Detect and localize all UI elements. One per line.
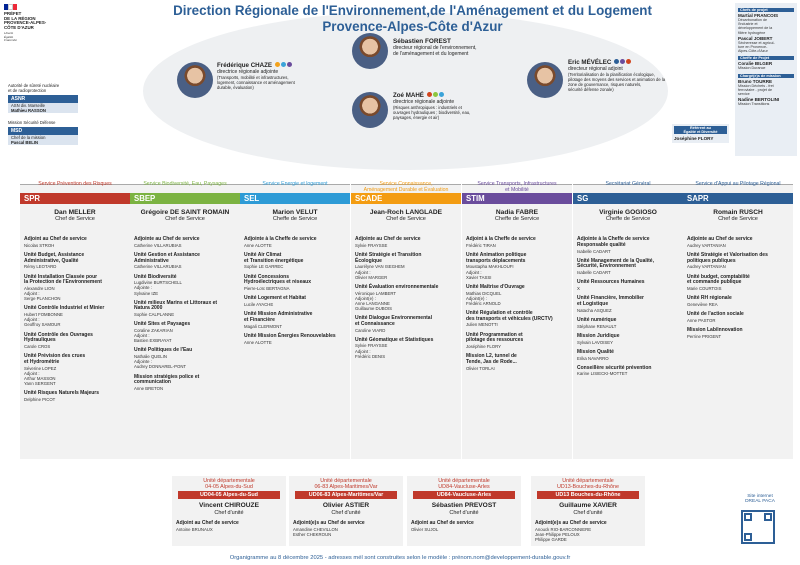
rp-role-3: Mission Déchets - fret ferroviaire - projet de service	[738, 83, 774, 97]
unit-staff: Sophie CALPLANNE	[134, 312, 175, 318]
rp-name-3: Bruno TOURRE	[738, 78, 773, 84]
unit-item	[134, 237, 237, 248]
unit-name: Unité Concessions Hydroélectriques et réseaux	[244, 273, 311, 286]
service-acronym: SCADE	[351, 193, 461, 204]
adj3-card	[568, 59, 696, 92]
adj2-role: directrice régionale adjointe	[393, 99, 455, 105]
service-units	[577, 237, 680, 382]
unit-name: Mission Qualité	[577, 348, 614, 355]
unit-item	[134, 301, 237, 318]
unit-name: Unité Gestion et Assistance Administrative	[134, 251, 200, 264]
adj1-photo	[177, 62, 213, 98]
unit-item	[466, 253, 569, 280]
service-units	[687, 237, 790, 344]
unit-item	[355, 285, 458, 311]
ud-chief-role: Chef d'unité	[331, 509, 361, 516]
unit-item	[577, 334, 680, 345]
unit-name: Unité Maîtrise d'Ouvrage	[466, 283, 525, 290]
service-acronym: SG	[573, 193, 683, 204]
unit-item	[355, 253, 458, 280]
unit-item	[577, 350, 680, 361]
unit-name: Unité Animation politique transports déplacements	[466, 251, 527, 264]
service-column-sapr	[683, 181, 793, 459]
unit-name: Mission stratégies police et communication	[134, 373, 200, 386]
ud-chief-name: Sébastien PREVOST	[431, 502, 497, 510]
unit-name: Unité Mission Administrative et Financière	[244, 311, 313, 323]
unit-item	[355, 338, 458, 359]
asnr-name: Mathieu RASSON	[8, 108, 78, 113]
ud-deputy-names: Amandine CHEVILLON Esther CHEKROUN	[293, 526, 338, 537]
unit-name: Unité RH régionale	[687, 295, 732, 302]
unit-item	[134, 275, 237, 296]
unit-item	[244, 334, 347, 345]
unit-item	[24, 253, 127, 270]
departmental-unit-4	[531, 476, 645, 546]
chief-role: Chef de Service	[165, 216, 205, 223]
ud-deputy-names: Antoine BRUNAUX	[176, 526, 213, 532]
unit-name: Adjointe au Chef de service	[134, 236, 200, 242]
unit-staff: Marie COURTOIS	[687, 286, 722, 292]
unit-staff: Karine LISIECKI-MOTTET	[577, 371, 628, 377]
unit-staff: Sylvie FRAYSSE	[355, 242, 388, 248]
adj3-scope: (Territorialisation de la planification écologique, pilotage des moyens des services et animation de la zone de gouvernance, risques naturels, sécurité défense zonale)	[568, 72, 666, 92]
unit-staff: Isabelle CADART	[577, 248, 611, 254]
chief-role: Chef de Service	[386, 216, 426, 223]
unit-name: Adjoint à la Cheffe de service	[466, 236, 536, 242]
ud-acronym: UD04-05 Alpes-du-Sud	[178, 491, 280, 499]
chief-role: Cheffe de Service	[605, 216, 651, 223]
unit-item	[466, 333, 569, 350]
unit-item	[134, 348, 237, 369]
service-chief	[683, 209, 793, 223]
unit-item	[577, 366, 680, 377]
chief-name: Nadia FABRE	[495, 209, 539, 216]
unit-name: Unité Politiques de l'Eau	[134, 347, 193, 354]
adj1-scope: (Transports, mobilité et infrastructures, logement, connaissance et aménagement durable, évaluation)	[217, 75, 295, 90]
unit-staff: Sylvie FRAYSSE Adjoint : Frédéric DENIS	[355, 343, 388, 359]
unit-item	[134, 253, 237, 270]
service-category: Service Connaissance, Aménagement Durable et Évaluation	[363, 181, 449, 193]
adj2-name: Zoé MAHÉ	[393, 92, 513, 99]
rp-name-1: Pascal JOBERT	[738, 35, 773, 41]
service-acronym: STIM	[462, 193, 572, 204]
service-chief	[240, 209, 350, 223]
rp-role-4: Mission Transitions	[738, 102, 770, 107]
service-column-spr	[20, 181, 130, 459]
ud-acronym: UD13 Bouches-du-Rhône	[537, 491, 639, 499]
rp-role-2: Mission Durance	[738, 66, 766, 71]
unit-name: Unité Management de la Qualité, Sécurité, Environnement	[577, 257, 654, 270]
unit-staff: Sophie LE GARREC	[244, 264, 284, 270]
unit-name: Unité Prévision des crues et Hydrométrie	[24, 353, 86, 366]
unit-item	[466, 354, 569, 371]
unit-staff: Moustapha MAKHLOUFI Adjoint : Xavier TASSI	[466, 264, 514, 280]
director-photo	[352, 33, 388, 69]
unit-staff: Olivier TORLAI	[466, 365, 495, 371]
ud-category: Unité départementale UD13-Bouches-du-Rhône	[556, 478, 620, 491]
unit-name: Mission Juridique	[577, 332, 620, 339]
rp-role-1: Sécheresse et agricul- ture en Provence- Alpes-Côte-d'Azur	[738, 40, 775, 54]
unit-name: Conseillère sécurité prévention	[577, 364, 652, 371]
unit-staff: Anne BRETON	[134, 386, 164, 392]
unit-name: Adjointe au Chef de service	[355, 236, 421, 242]
service-units	[134, 237, 237, 396]
rp-role-0: Décarbonation de l'industrie et développement de la filière hydrogène	[738, 18, 773, 35]
ud-chief-name: Guillaume XAVIER	[559, 502, 617, 510]
service-acronym: SAPR	[683, 193, 793, 204]
service-category: Secrétariat Général	[605, 181, 651, 187]
unit-item	[244, 275, 347, 292]
dots-icon	[274, 62, 292, 69]
service-acronym: SEL	[240, 193, 350, 204]
unit-item	[244, 296, 347, 307]
chief-name: Virginie GOGIOSO	[599, 209, 657, 216]
unit-name: Adjointe à la Cheffe de service	[244, 236, 317, 242]
ud-deputy-names: Olivier SUJOL	[411, 526, 439, 532]
service-category: Service Prévention des Risques	[38, 181, 112, 187]
unit-staff: Sylvain LAVOISEY	[577, 339, 613, 345]
chief-name: Grégoire DE SAINT ROMAIN	[140, 209, 230, 216]
adj3-photo	[527, 62, 563, 98]
service-column-sbep	[130, 181, 240, 459]
chief-name: Marion VELUT	[272, 209, 318, 216]
service-acronym: SPR	[20, 193, 130, 204]
ud-deputy	[293, 521, 403, 537]
director-card	[393, 38, 523, 57]
ud-category: Unité départementale UD84-Vaucluse-Arles	[438, 478, 490, 491]
unit-staff: Catherine VILLARUBIAS	[134, 264, 182, 270]
unit-name: Unité Stratégie et Valorisation des politiques publiques	[687, 251, 768, 264]
unit-item	[687, 253, 790, 270]
unit-name: Unité Contrôle Industriel et Minier	[24, 305, 105, 312]
unit-staff: Rémy LEOTARD	[24, 264, 57, 270]
left-panel	[8, 83, 78, 145]
rp-name-2: Coralie BILGER	[738, 61, 773, 67]
rp-head-3: Chargé(e)s de mission	[738, 74, 794, 78]
unit-name: Unité Évaluation environnementale	[355, 283, 439, 290]
unit-staff: Laurélyne VAN ISEGHEM Adjoint : Olivier MARGER	[355, 264, 405, 280]
unit-staff: Joséphine FLORY	[466, 344, 502, 350]
unit-name: Adjointe au Chef de service	[687, 236, 753, 242]
unit-item	[577, 296, 680, 313]
unit-staff: Julien MENOTTI	[466, 322, 498, 328]
unit-staff: Pierre-Loïc BERTAGNA	[244, 286, 290, 292]
service-column-sel	[240, 181, 350, 459]
unit-name: Unité Mission Énergies Renouvelables	[244, 332, 336, 339]
adj3-role: directeur régional adjoint	[568, 66, 623, 72]
unit-name: Unité numérique	[577, 316, 617, 323]
adj1-card	[217, 62, 337, 90]
chief-role: Chef de Service	[718, 216, 758, 223]
adj1-role: directrice régionale adjointe	[217, 69, 279, 75]
unit-staff: Nicolas STROH	[24, 242, 55, 248]
unit-name: Unité Risques Naturels Majeurs	[24, 390, 100, 397]
unit-item	[687, 275, 790, 292]
ud-category: Unité départementale 06-83 Alpes-Maritimes/Var	[314, 478, 378, 491]
unit-item	[24, 333, 127, 350]
ud-acronym: UD84-Vaucluse-Arles	[413, 491, 515, 499]
unit-staff: Geneviève REA	[687, 302, 718, 308]
unit-staff: Stéphane RENAULT	[577, 323, 617, 329]
unit-staff: Hubert FOMBONNE Adjoint : Geoffroy SAMOUR	[24, 312, 63, 328]
unit-staff: Carole CROS	[24, 344, 51, 350]
unit-staff: Mathias DICQUEL Adjoint(e) : Frédéric ARNOLD	[466, 290, 502, 306]
dots-icon	[426, 92, 444, 99]
rp-head-2: Cheffe de Projet	[738, 56, 794, 60]
ud-acronym: UD06-83 Alpes-Maritimes/Var	[295, 491, 397, 499]
unit-item	[577, 237, 680, 254]
unit-name: Unité Programmation et pilotage des ressources	[466, 331, 524, 344]
service-category: Service Energie et logement	[262, 181, 328, 187]
service-chief	[351, 209, 461, 223]
asnr-acronym: ASNR	[8, 95, 78, 103]
unit-item	[466, 237, 569, 248]
unit-item	[577, 318, 680, 329]
right-panel	[735, 3, 797, 156]
unit-name: Unité milieux Marins et Littoraux et Natura 2000	[134, 299, 218, 312]
unit-staff: Catherine VILLARUBIAS	[134, 242, 182, 248]
unit-name: Unité Ressources Humaines	[577, 279, 645, 286]
service-chief	[462, 209, 572, 223]
adj2-photo	[352, 92, 388, 128]
unit-staff: Audrey VARTANIAN	[687, 264, 726, 270]
unit-item	[466, 311, 569, 328]
unit-item	[24, 237, 127, 248]
msd-caption: Mission Sécurité Défense	[8, 120, 56, 125]
ud-deputy-label: Adjoint(e)s au Chef de service	[293, 519, 365, 526]
rp-head-0: Chefs de projet	[738, 8, 794, 12]
ud-chief	[531, 502, 645, 515]
unit-name: Unité Biodiversité	[134, 273, 177, 280]
unit-name: Unité Sites et Paysages	[134, 321, 191, 328]
unit-name: Adjointe à la Cheffe de service Responsable qualité	[577, 236, 650, 248]
chief-role: Cheffe de Service	[494, 216, 540, 223]
ud-chief-role: Chef d'unité	[214, 509, 244, 516]
unit-item	[355, 237, 458, 248]
director-name: Sébastien FOREST	[393, 38, 451, 45]
french-flag-icon	[4, 4, 17, 10]
service-units	[355, 237, 458, 364]
departmental-unit-1	[172, 476, 286, 546]
prefet-text: PRÉFET DE LA RÉGION PROVENCE-ALPES- CÔTE D'AZUR	[4, 11, 47, 30]
gov-block	[4, 4, 66, 43]
unit-item	[577, 280, 680, 291]
ud-deputy-label: Adjoint au Chef de service	[411, 519, 474, 526]
ud-deputy-label: Adjoint au Chef de service	[176, 519, 239, 526]
unit-item	[24, 391, 127, 402]
ud-chief-role: Chef d'unité	[573, 509, 603, 516]
qr-code-icon[interactable]	[741, 510, 775, 544]
unit-staff: Lugdivine BURTSCHELL Adjointe : Sylvaine IZE	[134, 280, 182, 296]
unit-staff: Anne PASTOR	[687, 317, 716, 323]
unit-staff: X	[577, 286, 580, 292]
service-acronym: SBEP	[130, 193, 240, 204]
unit-item	[134, 375, 237, 392]
ud-chief	[172, 502, 286, 515]
adj1-name: Frédérique CHAZE	[217, 62, 337, 69]
unit-name: Unité Air Climat et Transition énergétique	[244, 251, 304, 264]
adj2-card	[393, 92, 513, 120]
unit-name: Adjoint au Chef de service	[24, 236, 87, 242]
ud-deputy	[176, 521, 286, 532]
chief-name: Romain RUSCH	[713, 209, 763, 216]
service-category: Service Biodiversité, Eau, Paysages	[143, 181, 227, 187]
service-units	[244, 237, 347, 350]
unit-staff: Alexandre LION Adjoint : Serge PLANCHON	[24, 286, 61, 302]
unit-item	[24, 354, 127, 386]
unit-item	[687, 296, 790, 307]
unit-name: Unité Installation Classée pour la Protection de l'Environnement	[24, 273, 102, 286]
unit-item	[355, 316, 458, 333]
service-units	[466, 237, 569, 376]
unit-staff: Perrine PRIGENT	[687, 333, 722, 339]
footer-note: Organigramme au 8 décembre 2025 - adresses mél sont construites selon le modèle : prénom.nom@developpement-durable.gouv.fr	[229, 555, 571, 561]
chief-name: Jean-Roch LANGLADE	[369, 209, 443, 216]
asnr-role: ASN div. Marseille	[8, 103, 78, 108]
site-label: Site internet DREAL PACA	[745, 494, 775, 504]
service-units	[24, 237, 127, 407]
unit-name: Mission Lab/innovation	[687, 327, 743, 334]
unit-name: Unité Stratégie et Transition Écologique	[355, 251, 422, 264]
service-chief	[130, 209, 240, 223]
ud-category: Unité départementale 04-05 Alpes-du-Sud	[203, 478, 255, 491]
ud-deputy	[535, 521, 645, 542]
adj2-scope: (Risques anthropiques : industriels et ouvrages hydrauliques ; biodiversité, eau, paysages, énergie et air)	[393, 105, 471, 120]
ud-deputy	[411, 521, 521, 532]
referent-label: Référent au Égalité et Diversité	[674, 126, 727, 134]
unit-name: Unité Géomatique et Statistiques	[355, 336, 434, 343]
unit-item	[687, 312, 790, 323]
unit-staff: Anne ALOTTE	[244, 242, 272, 248]
unit-item	[244, 312, 347, 329]
unit-staff: Caroline VIARD	[355, 327, 386, 333]
dots-icon	[613, 59, 631, 66]
unit-name: Unité Contrôle des Ouvrages Hydrauliques	[24, 331, 93, 344]
rp-name-4: Nadine BERTOLINI	[738, 97, 780, 103]
adj3-name: Eric MÉVÉLEC	[568, 59, 696, 66]
unit-item	[687, 328, 790, 339]
ud-chief-role: Chef d'unité	[449, 509, 479, 516]
unit-staff: Natacha ASQUEZ	[577, 307, 612, 313]
unit-name: Unité Régulation et contrôle des transports et véhicules (URCTV)	[466, 309, 553, 322]
unit-staff: Erika NAVARRO	[577, 355, 609, 361]
departmental-unit-3	[407, 476, 521, 546]
page-title: Direction Régionale de l'Environnement,de l'Aménagement et du Logement Provence-Alpes-Côte d'Azur	[173, 3, 652, 34]
unit-staff: Magali CLERMONT	[244, 323, 282, 329]
msd-name: Pascal BELIN	[8, 140, 78, 145]
service-column-stim	[462, 181, 572, 459]
departmental-unit-2	[289, 476, 403, 546]
unit-staff: Audrey VARTANIAN	[687, 242, 726, 248]
referent-name: Joséphine FLORY	[674, 136, 714, 141]
unit-staff: Véronique LAMBERT Adjoint(e) : Anne LANGANNE Guillaume DUBOIS	[355, 290, 397, 311]
unit-item	[24, 306, 127, 327]
unit-staff: Delphine PICOT	[24, 396, 56, 402]
chief-role: Cheffe de Service	[272, 216, 318, 223]
service-column-scade	[351, 181, 461, 459]
unit-staff: Frédéric TIRAN	[466, 242, 496, 248]
service-chief	[573, 209, 683, 223]
unit-item	[466, 285, 569, 306]
unit-item	[577, 259, 680, 276]
unit-staff: Lucile AYACHE	[244, 302, 274, 308]
ud-chief	[289, 502, 403, 515]
chief-name: Dan MELLER	[54, 209, 96, 216]
service-column-sg	[573, 181, 683, 459]
unit-name: Unité de l'action sociale	[687, 311, 744, 318]
unit-staff: Séverine LOPEZ Adjoint : Arthur MASSON Yann SERGENT	[24, 365, 57, 387]
unit-item	[134, 322, 237, 343]
unit-item	[244, 253, 347, 270]
referent-box	[672, 124, 729, 143]
service-category: Service d'Appui au Pilotage Régional	[695, 181, 781, 187]
asnr-caption: Autorité de sûreté nucléaire et de radioprotection	[8, 83, 60, 93]
msd-role: Chef de la mission	[8, 135, 78, 140]
unit-staff: Coraline ZAKARIAN Adjoint : Bastien EXBRAYAT	[134, 328, 173, 344]
unit-item	[687, 237, 790, 248]
rp-name-0: Martial FRANCOIS	[738, 13, 779, 18]
ud-deputy-label: Adjoint(e)s au Chef de service	[535, 519, 607, 526]
service-chief	[20, 209, 130, 223]
ud-deputy-names: Anouck RIO-BARCONNIERE Jean-Philippe PELOUX Philippe GARDE	[535, 526, 592, 542]
unit-name: Unité Budget, Assistance Administrative, Qualité	[24, 251, 85, 264]
director-role: directeur régional de l'environnement, de l'aménagement et du logement	[393, 45, 477, 57]
ud-chief-name: Vincent CHIROUZE	[199, 502, 259, 510]
ud-chief-name: Olivier ASTIER	[322, 502, 370, 510]
unit-name: Unité Financière, Immobilier et Logistique	[577, 295, 644, 308]
ud-chief	[407, 502, 521, 515]
unit-name: Unité Dialogue Environnemental et Connaissance	[355, 314, 432, 327]
unit-staff: Nathalie QUELIN Adjointe : Audrey DONNAREL-PONT	[134, 354, 187, 370]
unit-name: Unité budget, comptabilité et commande publique	[687, 273, 750, 286]
unit-name: Unité Logement et Habitat	[244, 295, 306, 302]
unit-staff: Isabelle CADART	[577, 270, 611, 276]
motto-text: Liberté Égalité Fraternité	[4, 31, 17, 43]
msd-acronym: MSD	[8, 127, 78, 135]
unit-item	[244, 237, 347, 248]
unit-staff: Anne ALOTTE	[244, 339, 272, 345]
unit-name: Mission L2, tunnel de Tende, Jas de Rode...	[466, 353, 517, 366]
chief-role: Chef de Service	[55, 216, 95, 223]
unit-item	[24, 275, 127, 302]
service-category: Service Transports, Infrastructures et Mobilité	[477, 181, 557, 193]
